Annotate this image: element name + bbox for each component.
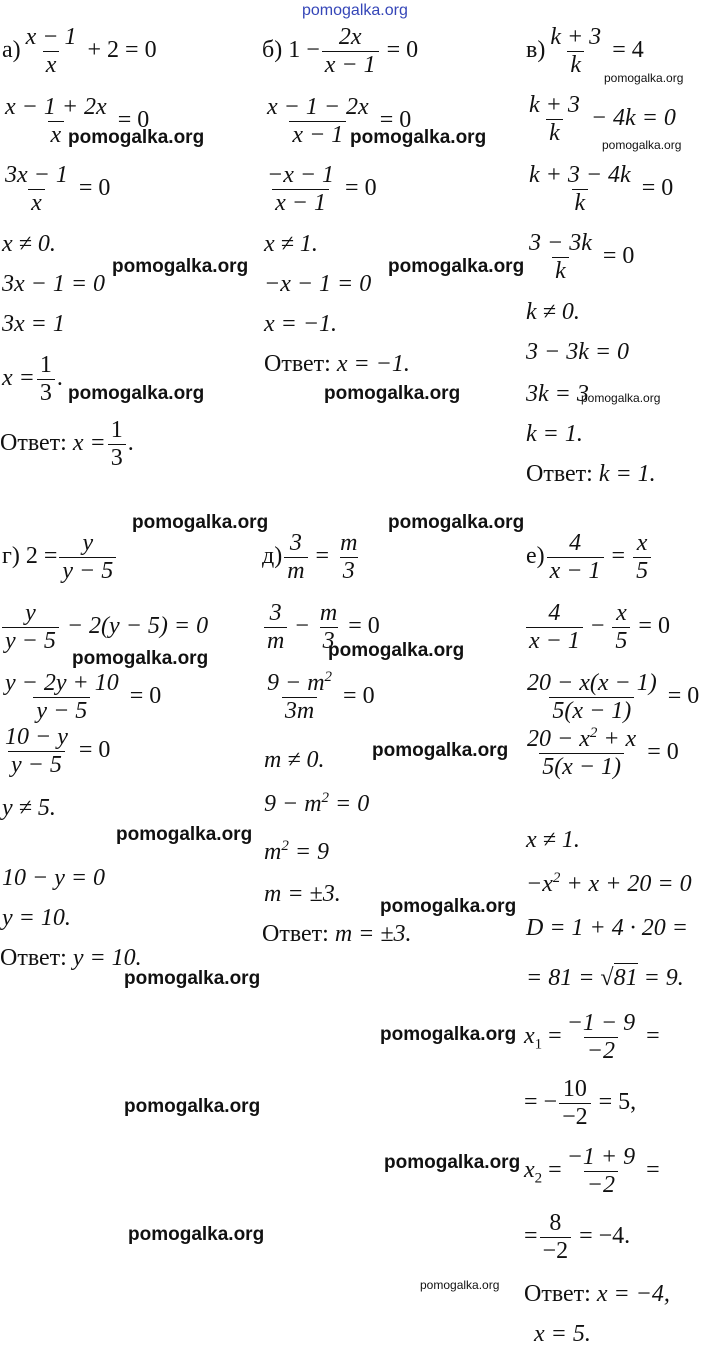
watermark: pomogalka.org <box>328 640 465 661</box>
problem-e-line-8: = 81 = √81 = 9. <box>526 965 684 991</box>
problem-d-line-3: $\frac{9 - m^2}{3m}$ = 0 <box>262 670 375 725</box>
fraction: $\frac{1}{3}$ <box>37 352 55 407</box>
watermark: pomogalka.org <box>72 648 209 669</box>
fraction: $\frac{20 - x(x - 1)}{5(x - 1)}$ <box>527 670 657 724</box>
watermark: pomogalka.org <box>68 127 205 148</box>
problem-g-line-5: y ≠ 5. <box>2 795 56 821</box>
fraction: $\frac{m}{3}$ <box>340 530 358 584</box>
problem-e-line-1: е) $\frac{4}{x - 1}$ = $\frac{x}{5}$ <box>526 530 653 585</box>
problem-v-line-6: 3 − 3k = 0 <box>526 339 630 365</box>
problem-a-line-6: 3x = 1 <box>2 311 65 337</box>
problem-v-line-8: k = 1. <box>526 421 583 447</box>
fraction: $\frac{4}{x - 1}$ <box>547 530 604 585</box>
problem-a-answer: Ответ: x = $\frac{1}{3}$ . <box>0 417 134 471</box>
watermark: pomogalka.org <box>602 138 682 152</box>
fraction: $\frac{x}{5}$ <box>612 600 630 655</box>
watermark: pomogalka.org <box>384 1152 521 1173</box>
watermark: pomogalka.org <box>116 824 253 845</box>
problem-a-line-7: x = $\frac{1}{3}$ . <box>2 352 63 406</box>
problem-b-label: б) <box>262 36 283 63</box>
watermark: pomogalka.org <box>132 512 269 533</box>
problem-a-line-4: x ≠ 0. <box>2 231 56 257</box>
problem-e-line-12: = $\frac{8}{-2}$ = −4. <box>524 1210 631 1264</box>
problem-d-label: д) <box>262 542 283 569</box>
problem-e-line-3: $\frac{20 - x(x - 1)}{5(x - 1)}$ = 0 <box>522 670 699 725</box>
problem-e-line-2: $\frac{4}{x - 1}$ − $\frac{x}{5}$ = 0 <box>524 600 670 655</box>
problem-e-line-11: $x_2$ = $\frac{-1 + 9}{-2}$ = <box>524 1144 660 1198</box>
problem-a-label: а) <box>2 36 21 63</box>
problem-e-line-6: $-x^2 + x + 20 = 0$ <box>526 870 692 897</box>
problem-d-line-5: $9 - m^2 = 0$ <box>264 790 370 817</box>
problem-a-line-2: $\frac{x - 1 + 2x}{x}$ = 0 <box>0 94 149 149</box>
problem-e-label: е) <box>526 542 545 569</box>
fraction: $\frac{2x}{x - 1}$ <box>322 24 379 79</box>
fraction: $\frac{x - 1}{x}$ <box>25 24 77 78</box>
fraction: $\frac{m}{3}$ <box>319 600 338 654</box>
fraction: $\frac{k + 3}{k}$ <box>550 24 602 78</box>
fraction: $\frac{3}{m}$ <box>264 600 287 655</box>
problem-v-line-5: k ≠ 0. <box>526 299 580 325</box>
watermark: pomogalka.org <box>124 1096 261 1117</box>
fraction: $\frac{x - 1 + 2x}{x}$ <box>5 94 107 148</box>
problem-d-line-2: $\frac{3}{m}$ − $\frac{m}{3}$ = 0 <box>262 600 380 655</box>
problem-e-line-5: x ≠ 1. <box>526 827 580 853</box>
problem-g-line-1: г) 2 = $\frac{y}{y - 5}$ <box>2 530 118 585</box>
problem-g-line-7: y = 10. <box>2 905 71 931</box>
watermark: pomogalka.org <box>388 512 525 533</box>
sqrt-sign: √ <box>600 965 614 991</box>
problem-e-line-9: $x_1$ = $\frac{-1 - 9}{-2}$ = <box>524 1010 660 1064</box>
fraction: $\frac{3x - 1}{x}$ <box>5 162 68 216</box>
problem-v-line-1: в) $\frac{k + 3}{k}$ = 4 <box>526 24 644 78</box>
fraction: $\frac{y}{y - 5}$ <box>59 530 116 585</box>
watermark: pomogalka.org <box>581 391 661 405</box>
problem-g-line-3: $\frac{y - 2y + 10}{y - 5}$ = 0 <box>0 670 161 725</box>
fraction: $\frac{3}{m}$ <box>284 530 307 585</box>
watermark: pomogalka.org <box>420 1278 500 1292</box>
fraction: $\frac{8}{-2}$ <box>540 1210 572 1265</box>
problem-a-line-5: 3x − 1 = 0 <box>2 271 106 297</box>
watermark: pomogalka.org <box>604 71 684 85</box>
problem-v-line-2: $\frac{k + 3}{k}$ − 4k = 0 <box>524 92 676 147</box>
problem-g-line-6: 10 − y = 0 <box>2 865 106 891</box>
fraction: $\frac{9 - m^2}{3m}$ <box>267 669 333 724</box>
fraction: $\frac{4}{x - 1}$ <box>526 600 583 655</box>
problem-b-line-2: $\frac{x - 1 - 2x}{x - 1}$ = 0 <box>262 94 411 149</box>
problem-e-line-4: $\frac{20 - x^2 + x}{5(x - 1)}$ = 0 <box>522 726 679 781</box>
problem-v-line-4: $\frac{3 - 3k}{k}$ = 0 <box>524 230 634 285</box>
problem-v-answer: Ответ: k = 1. <box>526 461 656 487</box>
watermark: pomogalka.org <box>324 383 461 404</box>
problem-g-line-4: $\frac{10 - y}{y - 5}$ = 0 <box>0 724 110 779</box>
watermark: pomogalka.org <box>380 896 517 917</box>
problem-b-line-6: x = −1. <box>264 311 338 337</box>
fraction: $\frac{-1 + 9}{-2}$ <box>566 1144 636 1198</box>
fraction: $\frac{y}{y - 5}$ <box>2 600 59 655</box>
fraction: $\frac{-x - 1}{x - 1}$ <box>267 162 335 216</box>
fraction: $\frac{x - 1 - 2x}{x - 1}$ <box>267 94 369 148</box>
problem-d-line-7: m = ±3. <box>264 881 341 907</box>
problem-e-answer: Ответ: x = −4, <box>524 1281 670 1307</box>
fraction: $\frac{20 - x^2 + x}{5(x - 1)}$ <box>527 725 637 780</box>
fraction: $\frac{-1 - 9}{-2}$ <box>566 1010 636 1064</box>
watermark: pomogalka.org <box>128 1224 265 1245</box>
watermark: pomogalka.org <box>380 1024 517 1045</box>
problem-a-line-1: а) $\frac{x - 1}{x}$ + 2 = 0 <box>2 24 157 78</box>
watermark: pomogalka.org <box>372 740 509 761</box>
fraction: $\frac{1}{3}$ <box>108 417 126 472</box>
problem-e-line-10: = − $\frac{10}{-2}$ = 5, <box>524 1076 637 1130</box>
problem-d-line-1: д) $\frac{3}{m}$ = $\frac{m}{3}$ <box>262 530 362 585</box>
problem-e-answer-2: x = 5. <box>534 1321 591 1347</box>
watermark: pomogalka.org <box>388 256 525 277</box>
watermark: pomogalka.org <box>124 968 261 989</box>
watermark: pomogalka.org <box>112 256 249 277</box>
fraction: $\frac{3 - 3k}{k}$ <box>529 230 592 284</box>
problem-b-line-1: б) 1 − $\frac{2x}{x - 1}$ = 0 <box>262 24 419 78</box>
fraction: $\frac{y - 2y + 10}{y - 5}$ <box>5 670 119 724</box>
watermark: pomogalka.org <box>68 383 205 404</box>
problem-g-answer: Ответ: y = 10. <box>0 945 142 971</box>
problem-v-line-7: 3k = 3 <box>526 381 589 407</box>
problem-a-line-3: $\frac{3x - 1}{x}$ = 0 <box>0 162 110 217</box>
problem-d-line-6: $m^2 = 9$ <box>264 838 330 865</box>
problem-e-line-7: D = 1 + 4 · 20 = <box>526 915 688 941</box>
problem-d-line-4: m ≠ 0. <box>264 747 325 773</box>
problem-v-label: в) <box>526 36 546 63</box>
fraction: $\frac{k + 3}{k}$ <box>529 92 580 146</box>
problem-g-label: г) <box>2 542 20 569</box>
fraction: $\frac{k + 3 - 4k}{k}$ <box>529 162 631 216</box>
fraction: $\frac{10}{-2}$ <box>559 1076 591 1131</box>
problem-d-answer: Ответ: m = ±3. <box>262 921 412 947</box>
problem-v-line-3: $\frac{k + 3 - 4k}{k}$ = 0 <box>524 162 673 217</box>
watermark: pomogalka.org <box>350 127 487 148</box>
problem-b-line-4: x ≠ 1. <box>264 231 318 257</box>
problem-b-answer: Ответ: x = −1. <box>264 351 410 377</box>
problem-g-line-2: $\frac{y}{y - 5}$ − 2(y − 5) = 0 <box>0 600 208 655</box>
problem-b-line-5: −x − 1 = 0 <box>264 271 372 297</box>
fraction: $\frac{x}{5}$ <box>633 530 651 585</box>
watermark-top: pomogalka.org <box>302 2 408 19</box>
problem-b-line-3: $\frac{-x - 1}{x - 1}$ = 0 <box>262 162 377 217</box>
fraction: $\frac{10 - y}{y - 5}$ <box>5 724 68 778</box>
